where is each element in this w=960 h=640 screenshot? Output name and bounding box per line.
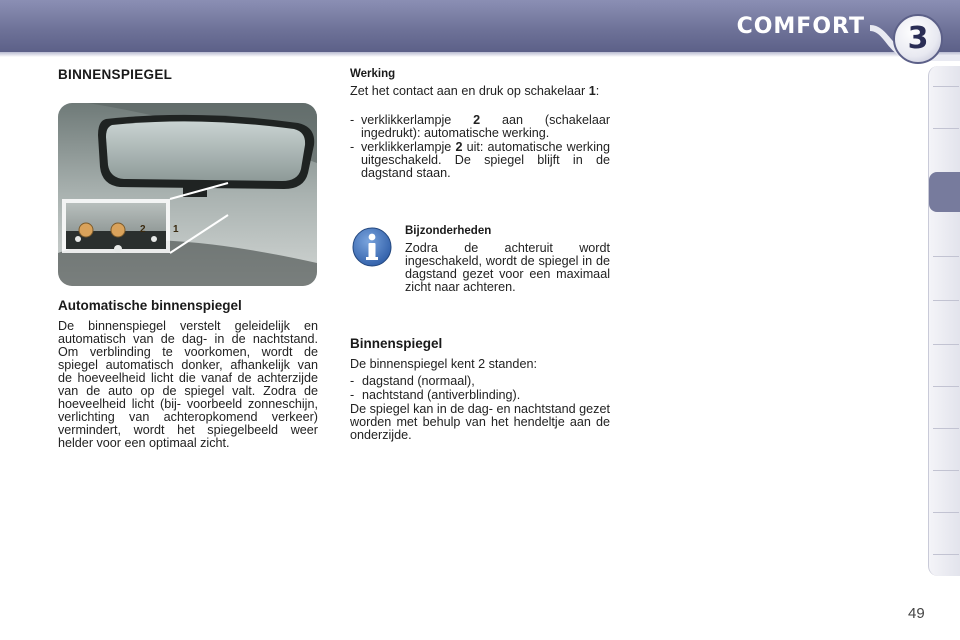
- index-tick: [933, 300, 959, 301]
- list-dash: -: [350, 113, 355, 127]
- photo-label-1: 1: [173, 224, 179, 235]
- binnenspiegel-intro: De binnenspiegel kent 2 standen:: [350, 357, 537, 371]
- lamp-number: 2: [455, 140, 463, 154]
- list-dash: -: [350, 140, 355, 154]
- index-tick: [933, 86, 959, 87]
- binnenspiegel-item-1: dagstand (normaal),: [362, 374, 475, 388]
- binnenspiegel-item-2: nachtstand (antiverblinding).: [362, 388, 521, 402]
- werking-intro-text: Zet het contact aan en druk op schakelaar: [350, 84, 586, 98]
- werking-heading: Werking: [350, 68, 396, 80]
- index-tick: [933, 344, 959, 345]
- index-tick: [933, 428, 959, 429]
- binnenspiegel-heading: Binnenspiegel: [350, 336, 443, 351]
- lamp-number: 2: [473, 113, 481, 127]
- header-shadow: [0, 52, 960, 57]
- list-dash: -: [350, 374, 355, 388]
- list-dash: -: [350, 388, 355, 402]
- item-prefix: verklikkerlampje: [361, 113, 452, 127]
- section-heading: BINNENSPIEGEL: [58, 67, 173, 82]
- info-icon: [351, 226, 393, 268]
- werking-item-2: [361, 141, 610, 180]
- mirror-photo: [58, 103, 317, 286]
- werking-intro: Zet het contact aan en druk op schakelaar 1:: [350, 84, 600, 98]
- bijzonderheden-text: Zodra de achteruit wordt ingeschakeld, wordt de spiegel in de dagstand gezet voor een maximaal zicht naar achteren.: [405, 241, 610, 294]
- werking-item-1: [361, 114, 610, 140]
- index-tick: [933, 128, 959, 129]
- mirror-illustration: [58, 103, 317, 286]
- index-tick: [933, 554, 959, 555]
- bijzonderheden-heading: Bijzonderheden: [405, 225, 492, 237]
- item-text: uit: automatische werking uitgeschakeld. De spiegel blijft in de dagstand staan.: [361, 140, 611, 180]
- page-number: 49: [908, 605, 925, 622]
- chapter-index-tabs: [928, 66, 960, 576]
- item-prefix: verklikkerlampje: [361, 140, 452, 154]
- active-chapter-tab[interactable]: [929, 172, 960, 212]
- binnenspiegel-text: De spiegel kan in de dag- en nachtstand gezet worden met behulp van het hendeltje aan de onderzijde.: [350, 402, 610, 442]
- photo-label-2: 2: [140, 224, 146, 235]
- chapter-title: COMFORT: [736, 14, 865, 39]
- index-tick: [933, 512, 959, 513]
- auto-mirror-heading: Automatische binnenspiegel: [58, 298, 242, 313]
- index-tick: [933, 386, 959, 387]
- item-text: aan (schakelaar ingedrukt): automatische werking.: [361, 113, 611, 140]
- switch-number: 1: [588, 84, 596, 98]
- index-tick: [933, 470, 959, 471]
- auto-mirror-text: De binnenspiegel verstelt geleidelijk en automatisch van de dag- in de nachtstand. Om verblinding te voorkomen, wordt de spiegel automatisch donker, afhankelijk van de hoeveelheid licht die vanaf de achterzijde van de auto op de spiegel valt. Zodra de hoeveelheid licht (bij- voorbeeld zonneschijn, verlichting van achteropkomend verkeer) vermindert, wordt het spiegelbeeld weer helder voor een optimaal zicht.: [58, 319, 318, 450]
- chapter-number-badge: 3: [893, 14, 943, 64]
- index-tick: [933, 256, 959, 257]
